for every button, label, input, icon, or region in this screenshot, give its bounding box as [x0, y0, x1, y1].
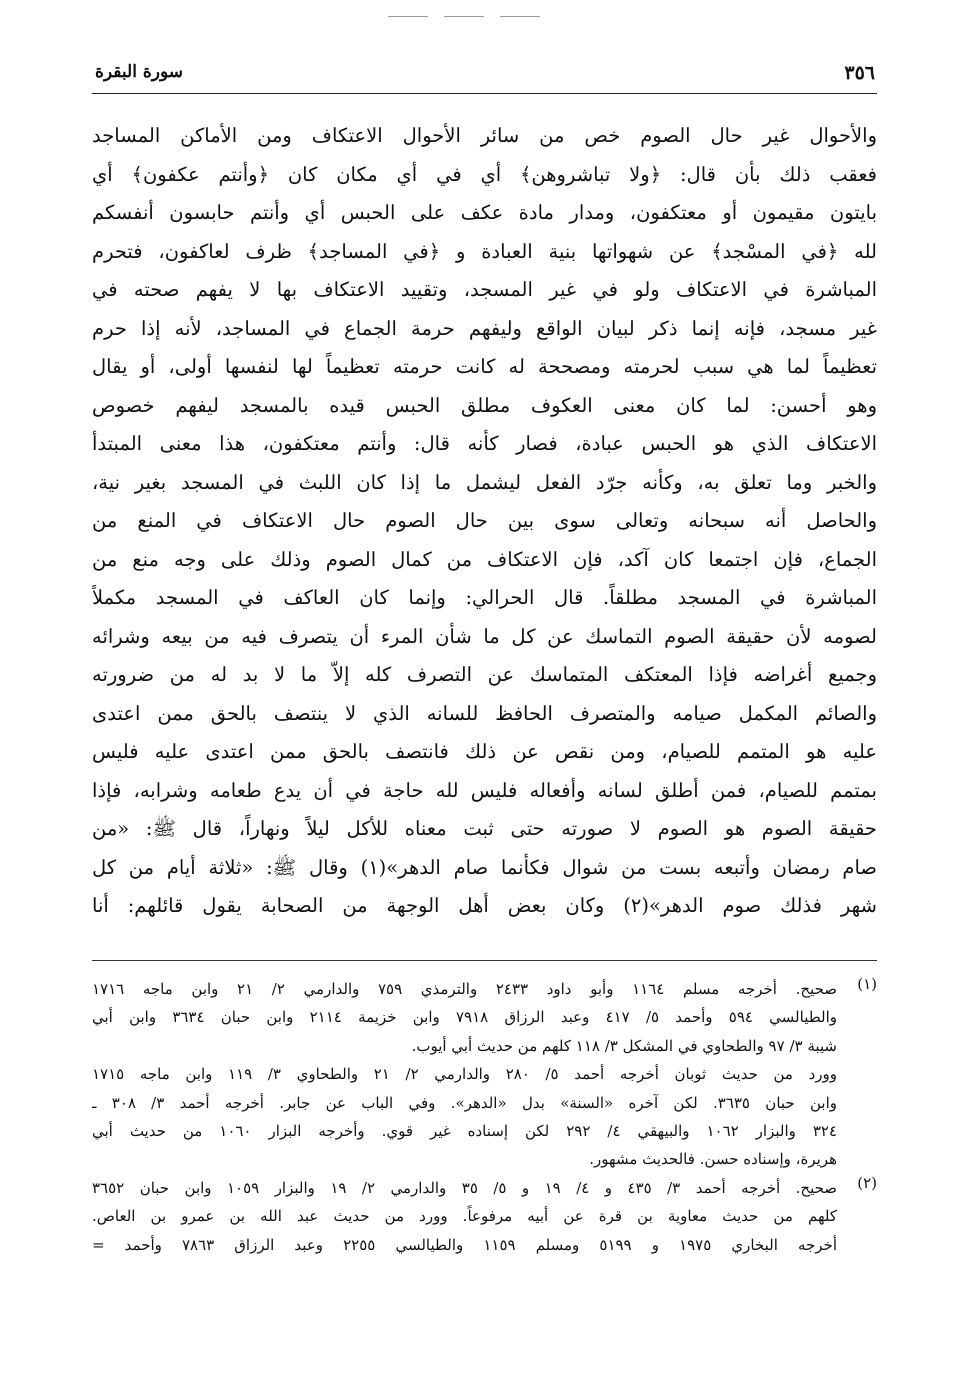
- text-line: فعقب ذلك بأن قال: ﴿ولا تباشروهن﴾ أي في أي مكان كان ﴿وأنتم عكفون﴾ أي: [92, 162, 877, 186]
- footnote-marker: (١): [857, 975, 877, 993]
- text-line: لله ﴿في المسْجد﴾ عن شهواتها بنية العبادة و ﴿في المساجد﴾ ظرف لعاكفون، فتحرم: [92, 239, 877, 263]
- footnote-line: وورد من حديث ثوبان أخرجه أحمد ٥/ ٢٨٠ والدارمي ٢/ ٢١ والطحاوي ٣/ ١١٩ وابن ماجه ١٧١٥: [92, 1065, 837, 1084]
- footnote-marker: (٢): [857, 1173, 877, 1192]
- text-line: صام رمضان وأتبعه بست من شوال فكأنما صام الدهر»(١) وقال ﷺ: «ثلاثة أيام من كل: [92, 855, 877, 879]
- scan-artifact-marks: [380, 2, 580, 12]
- text-line: وهو أحسن: لما كان معنى العكوف مطلق الحبس قيده بالمسجد ليفهم خصوص: [92, 393, 877, 417]
- footnote-line: وابن حبان ٣٦٣٥. لكن آخره «السنة» بدل «الدهر». وفي الباب عن جابر. أخرجه أحمد ٣/ ٣٠٨ ـ: [92, 1093, 837, 1112]
- footnote-line: شيبة ٣/ ٩٧ والطحاوي في المشكل ٣/ ١١٨ كلهم من حديث أبي أيوب.: [411, 1036, 837, 1055]
- footnote-line: هريرة، وإسناده حسن. فالحديث مشهور.: [589, 1150, 837, 1169]
- text-line: تعظيماً لما هي سبب لحرمته ومصححة له كانت حرمته تعظيماً لها لنفسها أولى، أو يقال: [92, 355, 877, 378]
- text-line: حقيقة الصوم هو الصوم لا صورته حتى ثبت معناه للأكل ليلاً ونهاراً، قال ﷺ: «من: [92, 817, 877, 840]
- text-line: عليه هو المتمم للصيام، ومن نقص عن ذلك فانتصف بالحق ممن اعتدى عليه فليس: [92, 740, 877, 763]
- header-rule: [92, 93, 877, 94]
- text-line: بايتون مقيمون أو معتكفون، ومدار مادة عكف على الحبس أي وأنتم حابسون أنفسكم: [92, 201, 877, 224]
- text-line: والصائم المكمل صيامه والمتصرف الحافظ للسانه الذي لا ينتصف بالحق ممن اعتدى: [92, 701, 877, 725]
- text-line: المباشرة في الاعتكاف ولو في غير المسجد، وتقييد الاعتكاف بها لا يفهم صحته في: [92, 278, 877, 301]
- footnote-line: ٣٢٤ والبزار ١٠٦٢ والبيهقي ٤/ ٢٩٢ لكن إسناده غير قوي. وأخرجه البزار ١٠٦٠ من حديث أبي: [92, 1121, 838, 1140]
- text-line: بمتمم للصيام، فمن أطلق لسانه وأفعاله فليس لله حاجة في أن يدع طعامه وشرابه، فإذا: [92, 778, 877, 802]
- page-number: ٣٥٦: [844, 62, 875, 84]
- footnotes: [92, 975, 877, 1259]
- text-line: الاعتكاف الذي هو الحبس عبادة، فصار كأنه قال: وأنتم معتكفون، هذا معنى المبتدأ: [92, 432, 877, 455]
- main-text: [92, 117, 877, 926]
- page-header: [95, 62, 875, 92]
- text-line: الجماع، فإن اجتمعا كان آكد، فإن الاعتكاف من كمال الصوم وذلك على وجه منع من: [92, 547, 877, 571]
- footnote-line: أخرجه البخاري ١٩٧٥ و ٥١٩٩ ومسلم ١١٥٩ والطيالسي ٢٢٥٥ وعبد الرزاق ٧٨٦٣ وأحمد =: [92, 1235, 837, 1254]
- text-line: وجميع أغراضه فإذا المعتكف المتماسك عن التصرف كله إلاّ ما لا بد له من ضرورته: [92, 663, 877, 686]
- footnote-line: صحيح. أخرجه أحمد ٣/ ٤٣٥ و ٤/ ١٩ و ٥/ ٣٥ والدارمي ٢/ ١٩ والبزار ١٠٥٩ وابن حبان ٣٦٥٢: [92, 1178, 838, 1197]
- text-line: والأحوال غير حال الصوم خص من سائر الأحوال الاعتكاف ومن الأماكن المساجد: [92, 124, 877, 147]
- surah-title: سورة البقرة: [95, 62, 183, 82]
- footnote-line: صحيح. أخرجه مسلم ١١٦٤ وأبو داود ٢٤٣٣ والترمذي ٧٥٩ والدارمي ٢/ ٢١ وابن ماجه ١٧١٦: [92, 980, 837, 998]
- text-line: المباشرة في المسجد مطلقاً. قال الحرالي: وإنما كان العاكف في المسجد مكملاً: [92, 586, 877, 609]
- text-line: شهر فذلك صوم الدهر»(٢) وكان بعض أهل الوجهة من الصحابة يقول قائلهم: أنا: [92, 894, 877, 917]
- footnote-1: [92, 975, 877, 1174]
- text-line: والخبر وما تعلق به، وكأنه جرّد الفعل ليشمل ما إذا كان اللبث في المسجد بغير نية،: [92, 470, 877, 494]
- text-line: لصومه لأن حقيقة الصوم التماسك عن كل ما شأن المرء أن يتصرف فيه من بيعه وشرائه: [92, 624, 877, 648]
- text-line: غير مسجد، فإنه إنما ذكر لبيان الواقع وليفهم حرمة الجماع في المساجد، لأنه إذا حرم: [92, 316, 877, 340]
- footnote-line: والطيالسي ٥٩٤ وأحمد ٥/ ٤١٧ وعبد الرزاق ٧٩١٨ وابن خزيمة ٢١١٤ وابن حبان ٣٦٣٤ وابن أبي: [92, 1008, 838, 1027]
- footnote-separator: [92, 960, 877, 961]
- text-line: والحاصل أنه سبحانه وتعالى سوى بين حال الصوم حال الاعتكاف في المنع من: [92, 509, 877, 532]
- footnote-2: [92, 1174, 877, 1259]
- footnote-line: كلهم من حديث معاوية بن قرة عن أبيه مرفوعاً. وورد من حديث عبد الله بن عمرو بن العاص.: [92, 1207, 837, 1226]
